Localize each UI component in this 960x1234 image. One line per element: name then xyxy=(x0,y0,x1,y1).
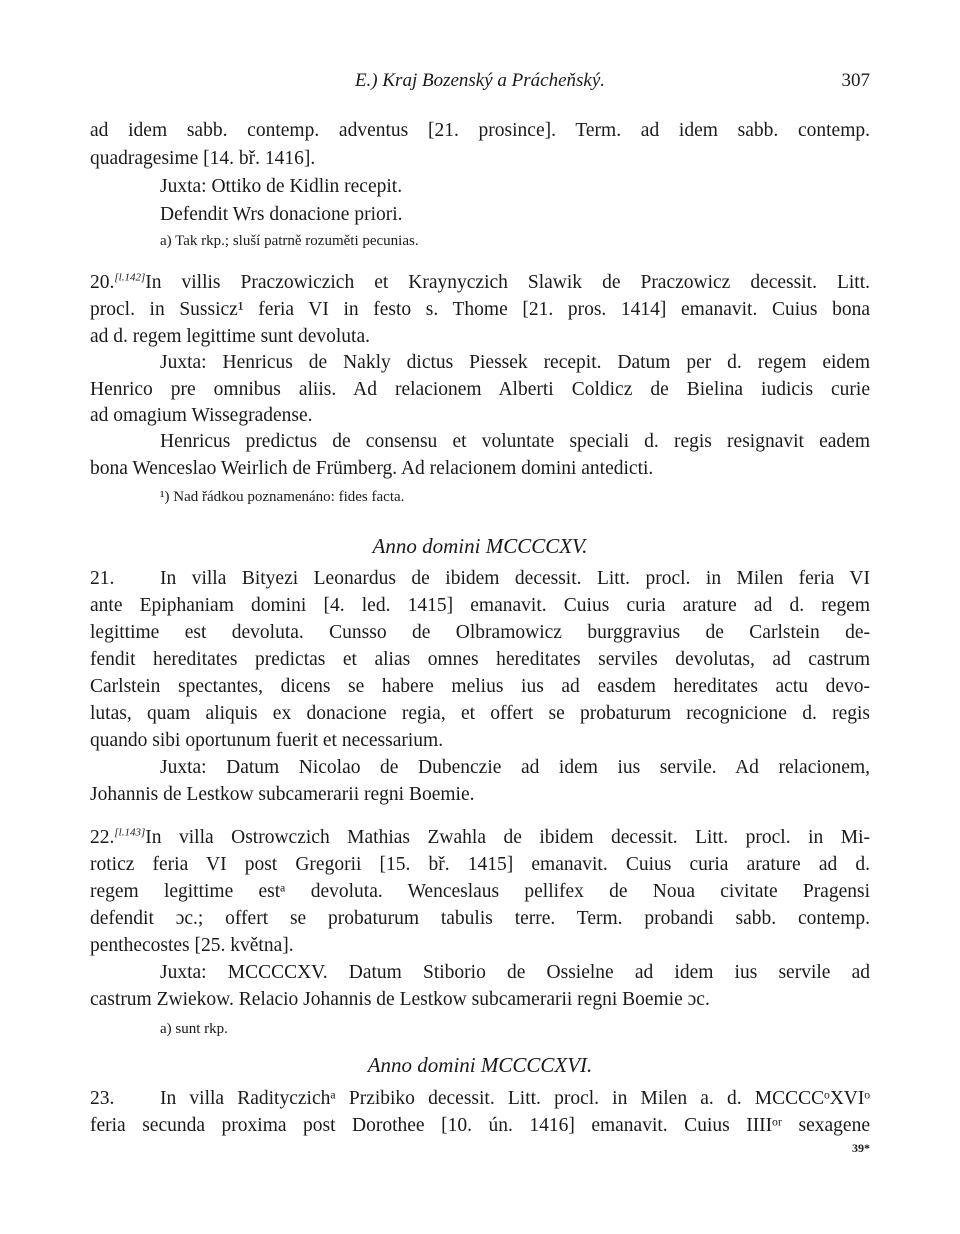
text-line: ad d. regem legittime sunt devoluta. xyxy=(90,326,370,347)
text-line: bona Wenceslao Weirlich de Frümberg. Ad relacionem domini antedicti. xyxy=(90,458,654,479)
text-line: lutas, quam aliquis ex donacione regia, et offert se probaturum recognicione d. regis xyxy=(90,703,870,724)
year-heading: Anno domini MCCCCXVI. xyxy=(367,1053,593,1077)
text-line: defendit ɔc.; offert se probaturum tabulis terre. Term. probandi sabb. contemp. xyxy=(90,908,870,929)
text-line: fendit hereditates predictas et alias omnes hereditates serviles devolutas, ad castrum xyxy=(90,649,870,670)
folio-ref: [l.143] xyxy=(114,826,146,839)
running-header xyxy=(90,70,870,100)
juxta-line: Juxta: MCCCCXV. Datum Stiborio de Ossielne ad idem ius servile ad xyxy=(160,962,870,983)
signature-mark: 39* xyxy=(852,1141,870,1155)
text-line: ad omagium Wissegradense. xyxy=(90,405,313,426)
entry-number: 23. xyxy=(90,1088,115,1109)
text-line: procl. in Sussicz¹ feria VI in festo s. Thome [21. pros. 1414] emanavit. Cuius bona xyxy=(90,299,870,320)
entry-23-first-line xyxy=(90,1086,870,1112)
text-line: In villis Praczowiczich et Kraynyczich Slawik de Praczowicz decessit. Litt. xyxy=(145,272,870,293)
footnote: ¹) Nad řádkou poznamenáno: fides facta. xyxy=(160,489,405,505)
text-line: quadragesime [14. bř. 1416]. xyxy=(90,148,316,169)
juxta-line: Juxta: Henricus de Nakly dictus Piessek recepit. Datum per d. regem eidem xyxy=(160,352,870,373)
text-line: legittime est devoluta. Cunsso de Olbramowicz burggravius de Carlstein de- xyxy=(90,622,870,643)
text-line: In villa Ostrowczich Mathias Zwahla de ibidem decessit. Litt. procl. in Mi- xyxy=(145,827,870,848)
text-line: Henricus predictus de consensu et voluntate speciali d. regis resignavit eadem xyxy=(160,431,870,452)
header-title: E.) Kraj Bozenský a Prácheňský. xyxy=(354,70,606,91)
text-line: castrum Zwiekow. Relacio Johannis de Lestkow subcamerarii regni Boemie ɔc. xyxy=(90,989,710,1010)
juxta-line: Juxta: Datum Nicolao de Dubenczie ad idem ius servile. Ad relacionem, xyxy=(160,757,870,778)
text-line: Defendit Wrs donacione priori. xyxy=(160,204,403,225)
text-line: Johannis de Lestkow subcamerarii regni Boemie. xyxy=(90,784,475,805)
text-line: feria secunda proxima post Dorothee [10. ún. 1416] emanavit. Cuius IIIIᵒʳ sexagene xyxy=(90,1115,870,1136)
text-line: Henrico pre omnibus aliis. Ad relacionem Alberti Coldicz de Bielina iudicis curie xyxy=(90,379,870,400)
text-line: roticz feria VI post Gregorii [15. bř. 1415] emanavit. Cuius curia arature ad d. xyxy=(90,854,870,875)
entry-21-first-line xyxy=(90,566,870,592)
text-line: quando sibi oportunum fuerit et necessarium. xyxy=(90,730,444,751)
page-number: 307 xyxy=(841,70,870,91)
footnote: a) Tak rkp.; sluší patrně rozuměti pecunias. xyxy=(160,233,419,249)
text-line: ad idem sabb. contemp. adventus [21. prosince]. Term. ad idem sabb. contemp. xyxy=(90,120,870,141)
text-line: ante Epiphaniam domini [4. led. 1415] emanavit. Cuius curia arature ad d. regem xyxy=(90,595,870,616)
entry-number: 22. xyxy=(90,827,115,848)
folio-ref: [l.142] xyxy=(114,271,146,284)
text-line: regem legittime estᵃ devoluta. Wenceslaus pellifex de Noua civitate Pragensi xyxy=(90,881,870,902)
footnote: a) sunt rkp. xyxy=(160,1021,228,1037)
text-line: Carlstein spectantes, dicens se habere melius ius ad easdem hereditates actu devo- xyxy=(90,676,870,697)
text-line: In villa Radityczichᵃ Przibiko decessit. Litt. procl. in Milen a. d. MCCCCᵒXVIᵒ xyxy=(160,1088,870,1109)
entry-22-first-line xyxy=(90,825,870,851)
entry-number: 20. xyxy=(90,272,115,293)
year-heading: Anno domini MCCCCXV. xyxy=(372,534,588,558)
entry-20-first-line xyxy=(90,270,870,296)
juxta-line: Juxta: Ottiko de Kidlin recepit. xyxy=(160,176,403,197)
text-line: In villa Bityezi Leonardus de ibidem decessit. Litt. procl. in Milen feria VI xyxy=(160,568,870,589)
text-line: penthecostes [25. května]. xyxy=(90,935,294,956)
entry-number: 21. xyxy=(90,568,115,589)
